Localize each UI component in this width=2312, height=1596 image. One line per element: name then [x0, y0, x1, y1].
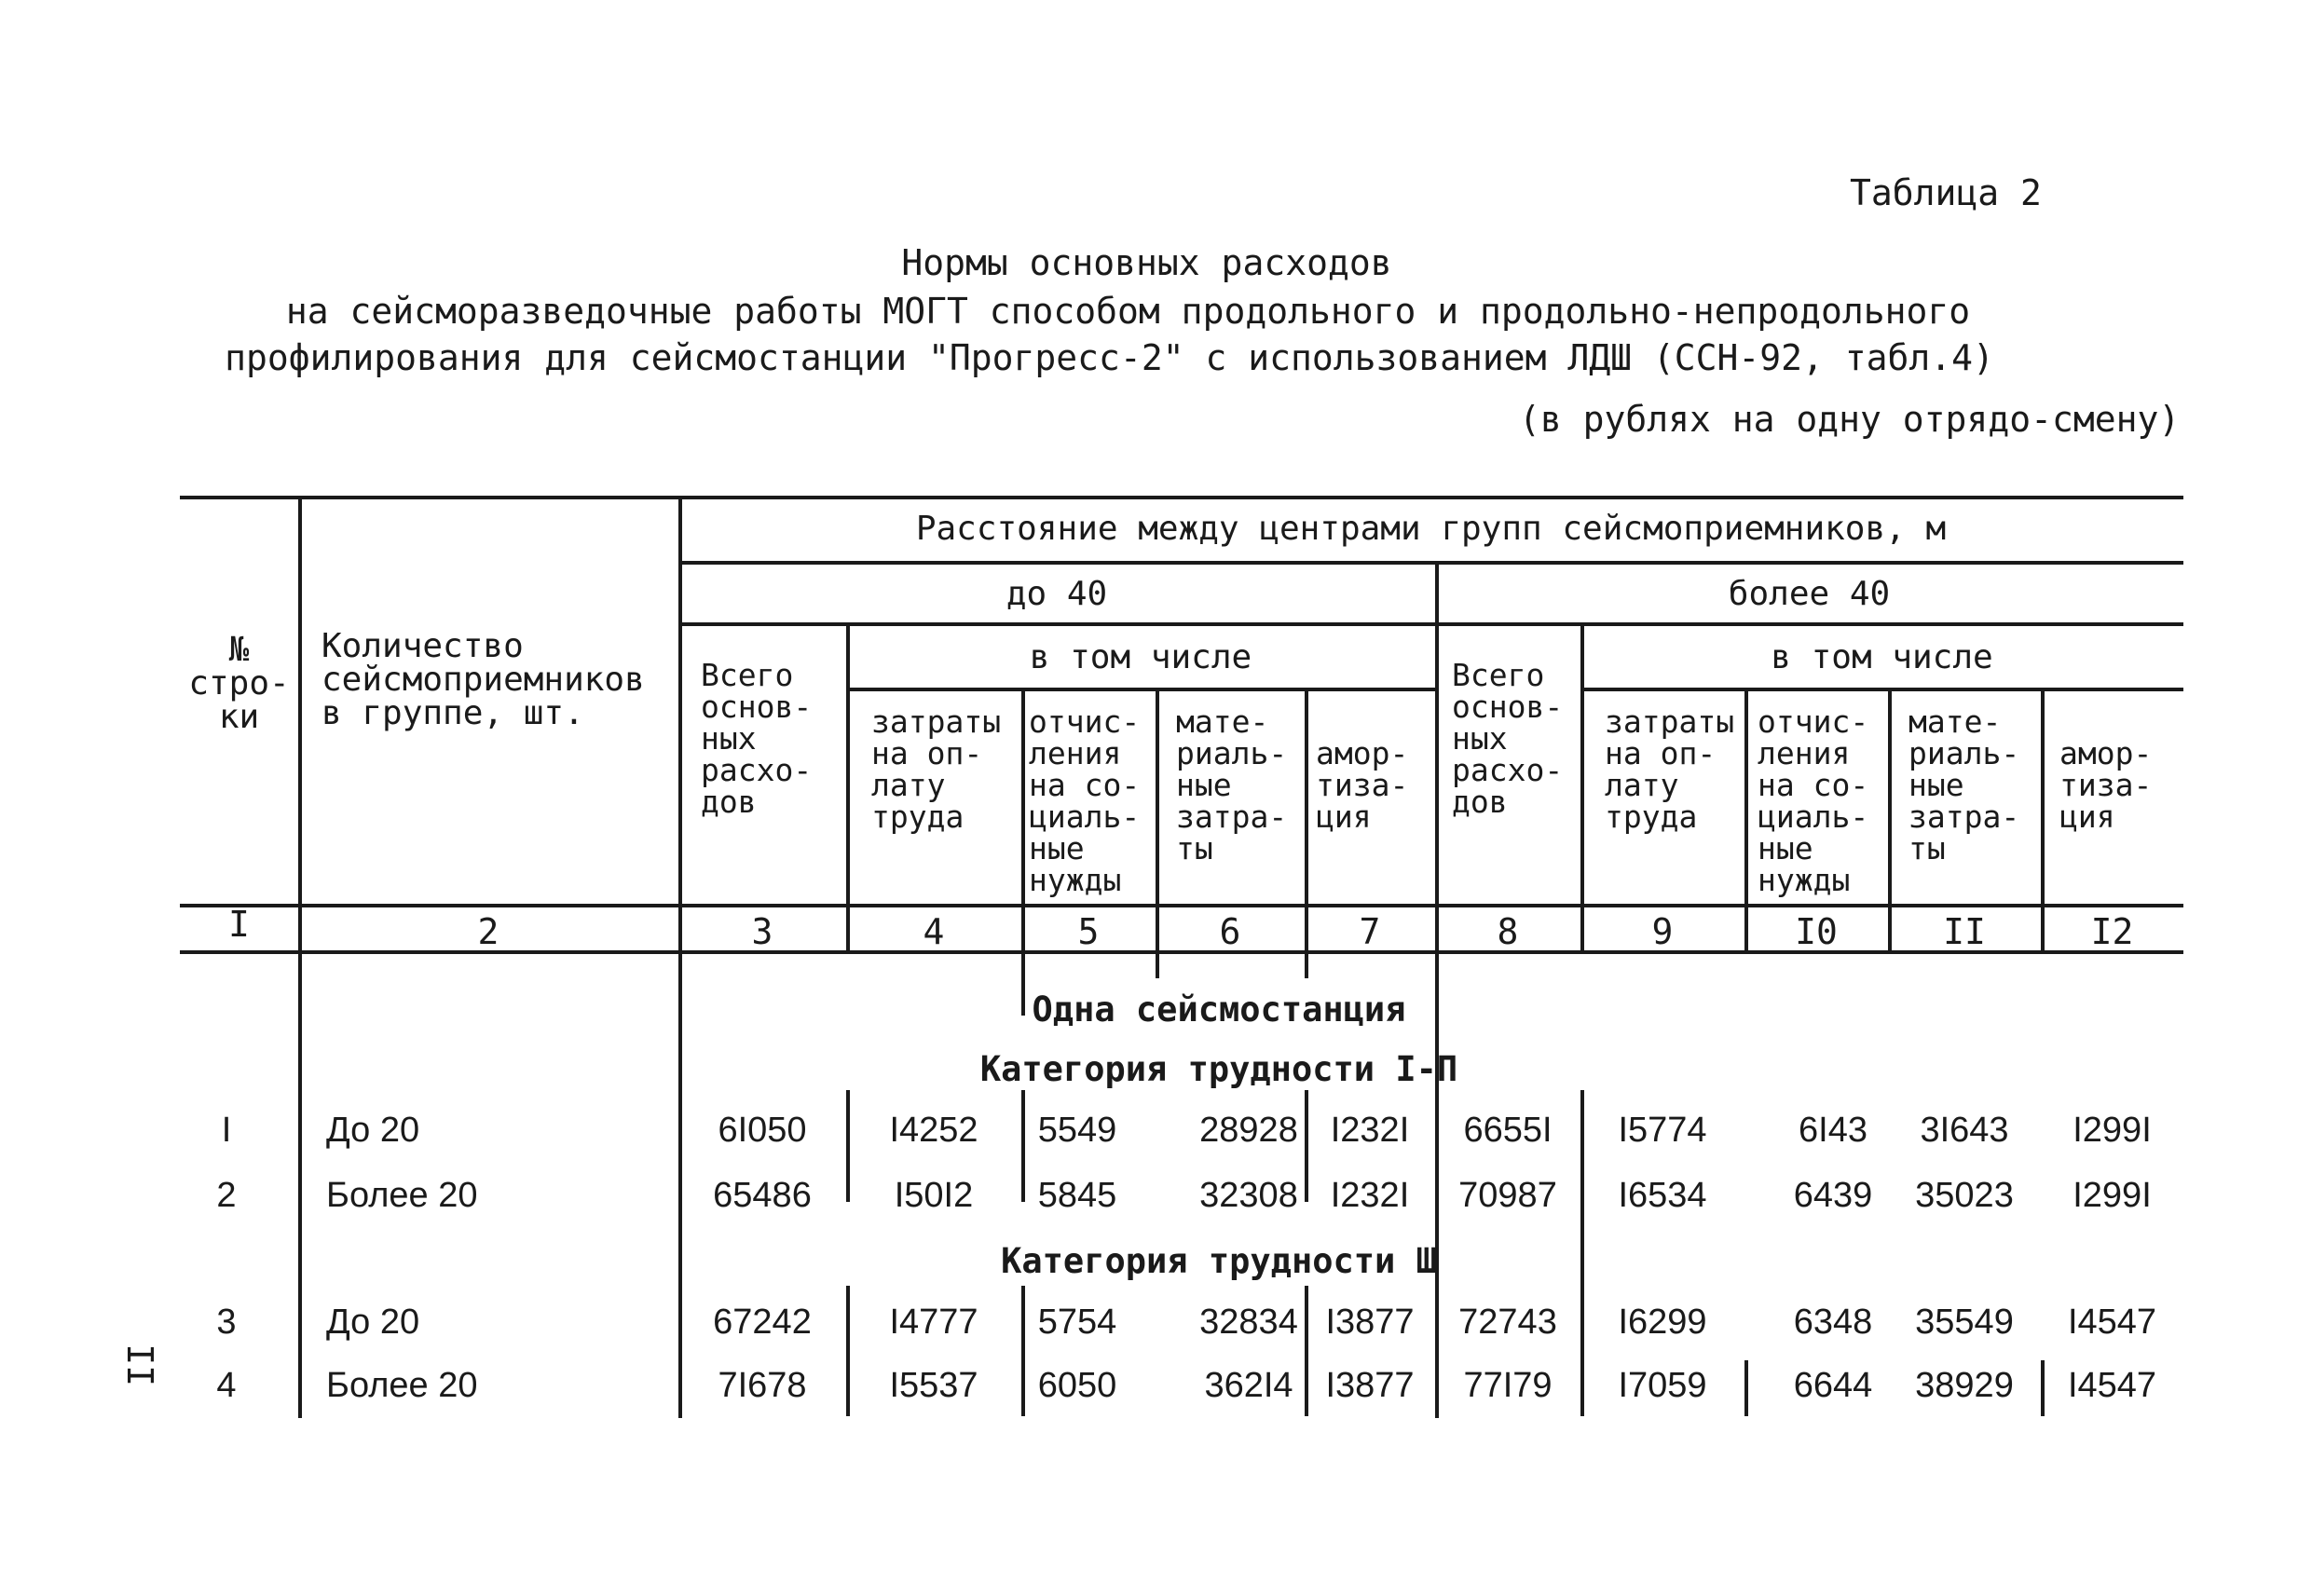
colnum-1: I [228, 904, 250, 945]
row-4-c6: 362I4 [1204, 1366, 1293, 1405]
header-amort-right: амор- тиза- ция [2059, 735, 2153, 835]
row-3-c10: 6348 [1793, 1303, 1873, 1342]
header-over40: более 40 [1728, 575, 1891, 613]
table-top-rule [180, 496, 2183, 499]
vrule-4 [1021, 688, 1025, 1016]
row-1-c11: 3I643 [1920, 1111, 2009, 1150]
colnum-12: I2 [2090, 911, 2134, 952]
rule-under-incl-right [1580, 688, 2183, 691]
title-line-3: профилирования для сейсмостанции "Прогресс-2" с использованием ЛДШ (ССН-92, табл.4) [225, 337, 1994, 378]
colnum-8: 8 [1497, 911, 1519, 952]
row-4-c9: I7059 [1618, 1366, 1707, 1405]
section-category-3: Категория трудности Ш [1001, 1241, 1437, 1281]
header-distance: Расстояние между центрами групп сейсмоприемников, м [915, 510, 1947, 548]
row-1-c8: 6655I [1463, 1111, 1553, 1150]
row-2-c6: 32308 [1199, 1176, 1298, 1215]
row-2-c10: 6439 [1793, 1176, 1873, 1215]
row-2-c12: I299I [2073, 1176, 2152, 1215]
header-total-left: Всего основ- ных расхо- дов [701, 657, 813, 820]
row-1-c7: I232I [1330, 1111, 1410, 1150]
row-1-c6: 28928 [1199, 1111, 1298, 1150]
colnum-4: 4 [923, 911, 945, 952]
header-incl-right: в том числе [1771, 638, 1993, 676]
header-quantity: Количество сейсмоприемников в группе, шт. [321, 627, 645, 732]
colnum-3: 3 [751, 911, 773, 952]
row-3-c6: 32834 [1199, 1303, 1298, 1342]
row-2-c11: 35023 [1915, 1176, 2014, 1215]
colnum-5: 5 [1077, 911, 1100, 952]
row-1-c12: I299I [2073, 1111, 2152, 1150]
row-1-c9: I5774 [1618, 1111, 1707, 1150]
row-4-c7: I3877 [1325, 1366, 1415, 1405]
row-4-c4: I5537 [889, 1366, 978, 1405]
rule-above-colnums [180, 904, 2183, 907]
header-labor-right: затраты на оп- лату труда [1605, 703, 1735, 835]
section-category-1: Категория трудности I-П [979, 1049, 1458, 1089]
row-4-no: 4 [216, 1366, 237, 1405]
header-material-right: мате- риаль- ные затра- ты [1908, 703, 2020, 866]
table-label: Таблица 2 [1850, 172, 2042, 213]
row-3-c4: I4777 [889, 1303, 978, 1342]
row-2-c4: I50I2 [894, 1176, 974, 1215]
row-3-c5: 5754 [1037, 1303, 1117, 1342]
row-3-c11: 35549 [1915, 1303, 2014, 1342]
row-2-no: 2 [216, 1176, 237, 1215]
header-incl-left: в том числе [1029, 638, 1252, 676]
row-1-c5: 5549 [1037, 1111, 1117, 1150]
row-2-c5: 5845 [1037, 1176, 1117, 1215]
colnum-11: II [1943, 911, 1986, 952]
row-1-no: I [221, 1111, 232, 1150]
header-social-left: отчис- ления на со- циаль- ные нужды [1029, 703, 1141, 898]
row-4-c11: 38929 [1915, 1366, 2014, 1405]
row-2-qty: Более 20 [326, 1176, 478, 1215]
row-4-c12: I4547 [2067, 1366, 2157, 1405]
row-2-c8: 70987 [1458, 1176, 1557, 1215]
units-note: (в рублях на одну отрядо-смену) [1519, 399, 2181, 440]
rule-under-distance [678, 561, 2183, 565]
row-3-c7: I3877 [1325, 1303, 1415, 1342]
colnum-10: I0 [1795, 911, 1838, 952]
row-4-c10: 6644 [1793, 1366, 1873, 1405]
colnum-2: 2 [477, 911, 499, 952]
row-3-c3: 67242 [713, 1303, 812, 1342]
section-one-station: Одна сейсмостанция [1032, 989, 1406, 1030]
rule-under-range [678, 622, 2183, 626]
row-4-c3: 7I678 [718, 1366, 807, 1405]
vrule-1 [298, 496, 302, 1418]
colnum-9: 9 [1651, 911, 1674, 952]
header-upto40: до 40 [1006, 575, 1108, 613]
row-3-qty: До 20 [326, 1303, 420, 1342]
row-2-c3: 65486 [713, 1176, 812, 1215]
vrule-2 [678, 496, 682, 1418]
header-social-right: отчис- ления на со- циаль- ные нужды [1758, 703, 1869, 898]
row-2-c9: I6534 [1618, 1176, 1707, 1215]
row-3-no: 3 [216, 1303, 237, 1342]
header-row-no: № стро- ки [188, 631, 290, 736]
row-3-c9: I6299 [1618, 1303, 1707, 1342]
row-2-c7: I232I [1330, 1176, 1410, 1215]
row-1-c3: 6I050 [718, 1111, 807, 1150]
rule-under-incl-left [846, 688, 1435, 691]
page-number: II [121, 1344, 162, 1386]
row-4-c5: 6050 [1037, 1366, 1117, 1405]
header-labor-left: затраты на оп- лату труда [871, 703, 1002, 835]
header-material-left: мате- риаль- ные затра- ты [1176, 703, 1288, 866]
header-total-right: Всего основ- ных расхо- дов [1452, 657, 1564, 820]
row-1-c10: 6I43 [1799, 1111, 1867, 1150]
title-line-1: Нормы основных расходов [901, 242, 1392, 283]
title-line-2: на сейсморазведочные работы МОГТ способом продольного и продольно-непродольного [285, 291, 1971, 332]
row-3-c12: I4547 [2067, 1303, 2157, 1342]
colnum-7: 7 [1359, 911, 1381, 952]
header-amort-left: амор- тиза- ция [1316, 735, 1409, 835]
row-4-c8: 77I79 [1463, 1366, 1553, 1405]
colnum-6: 6 [1219, 911, 1241, 952]
row-1-c4: I4252 [889, 1111, 978, 1150]
row-3-c8: 72743 [1458, 1303, 1557, 1342]
row-4-qty: Более 20 [326, 1366, 478, 1405]
row-1-qty: До 20 [326, 1111, 420, 1150]
